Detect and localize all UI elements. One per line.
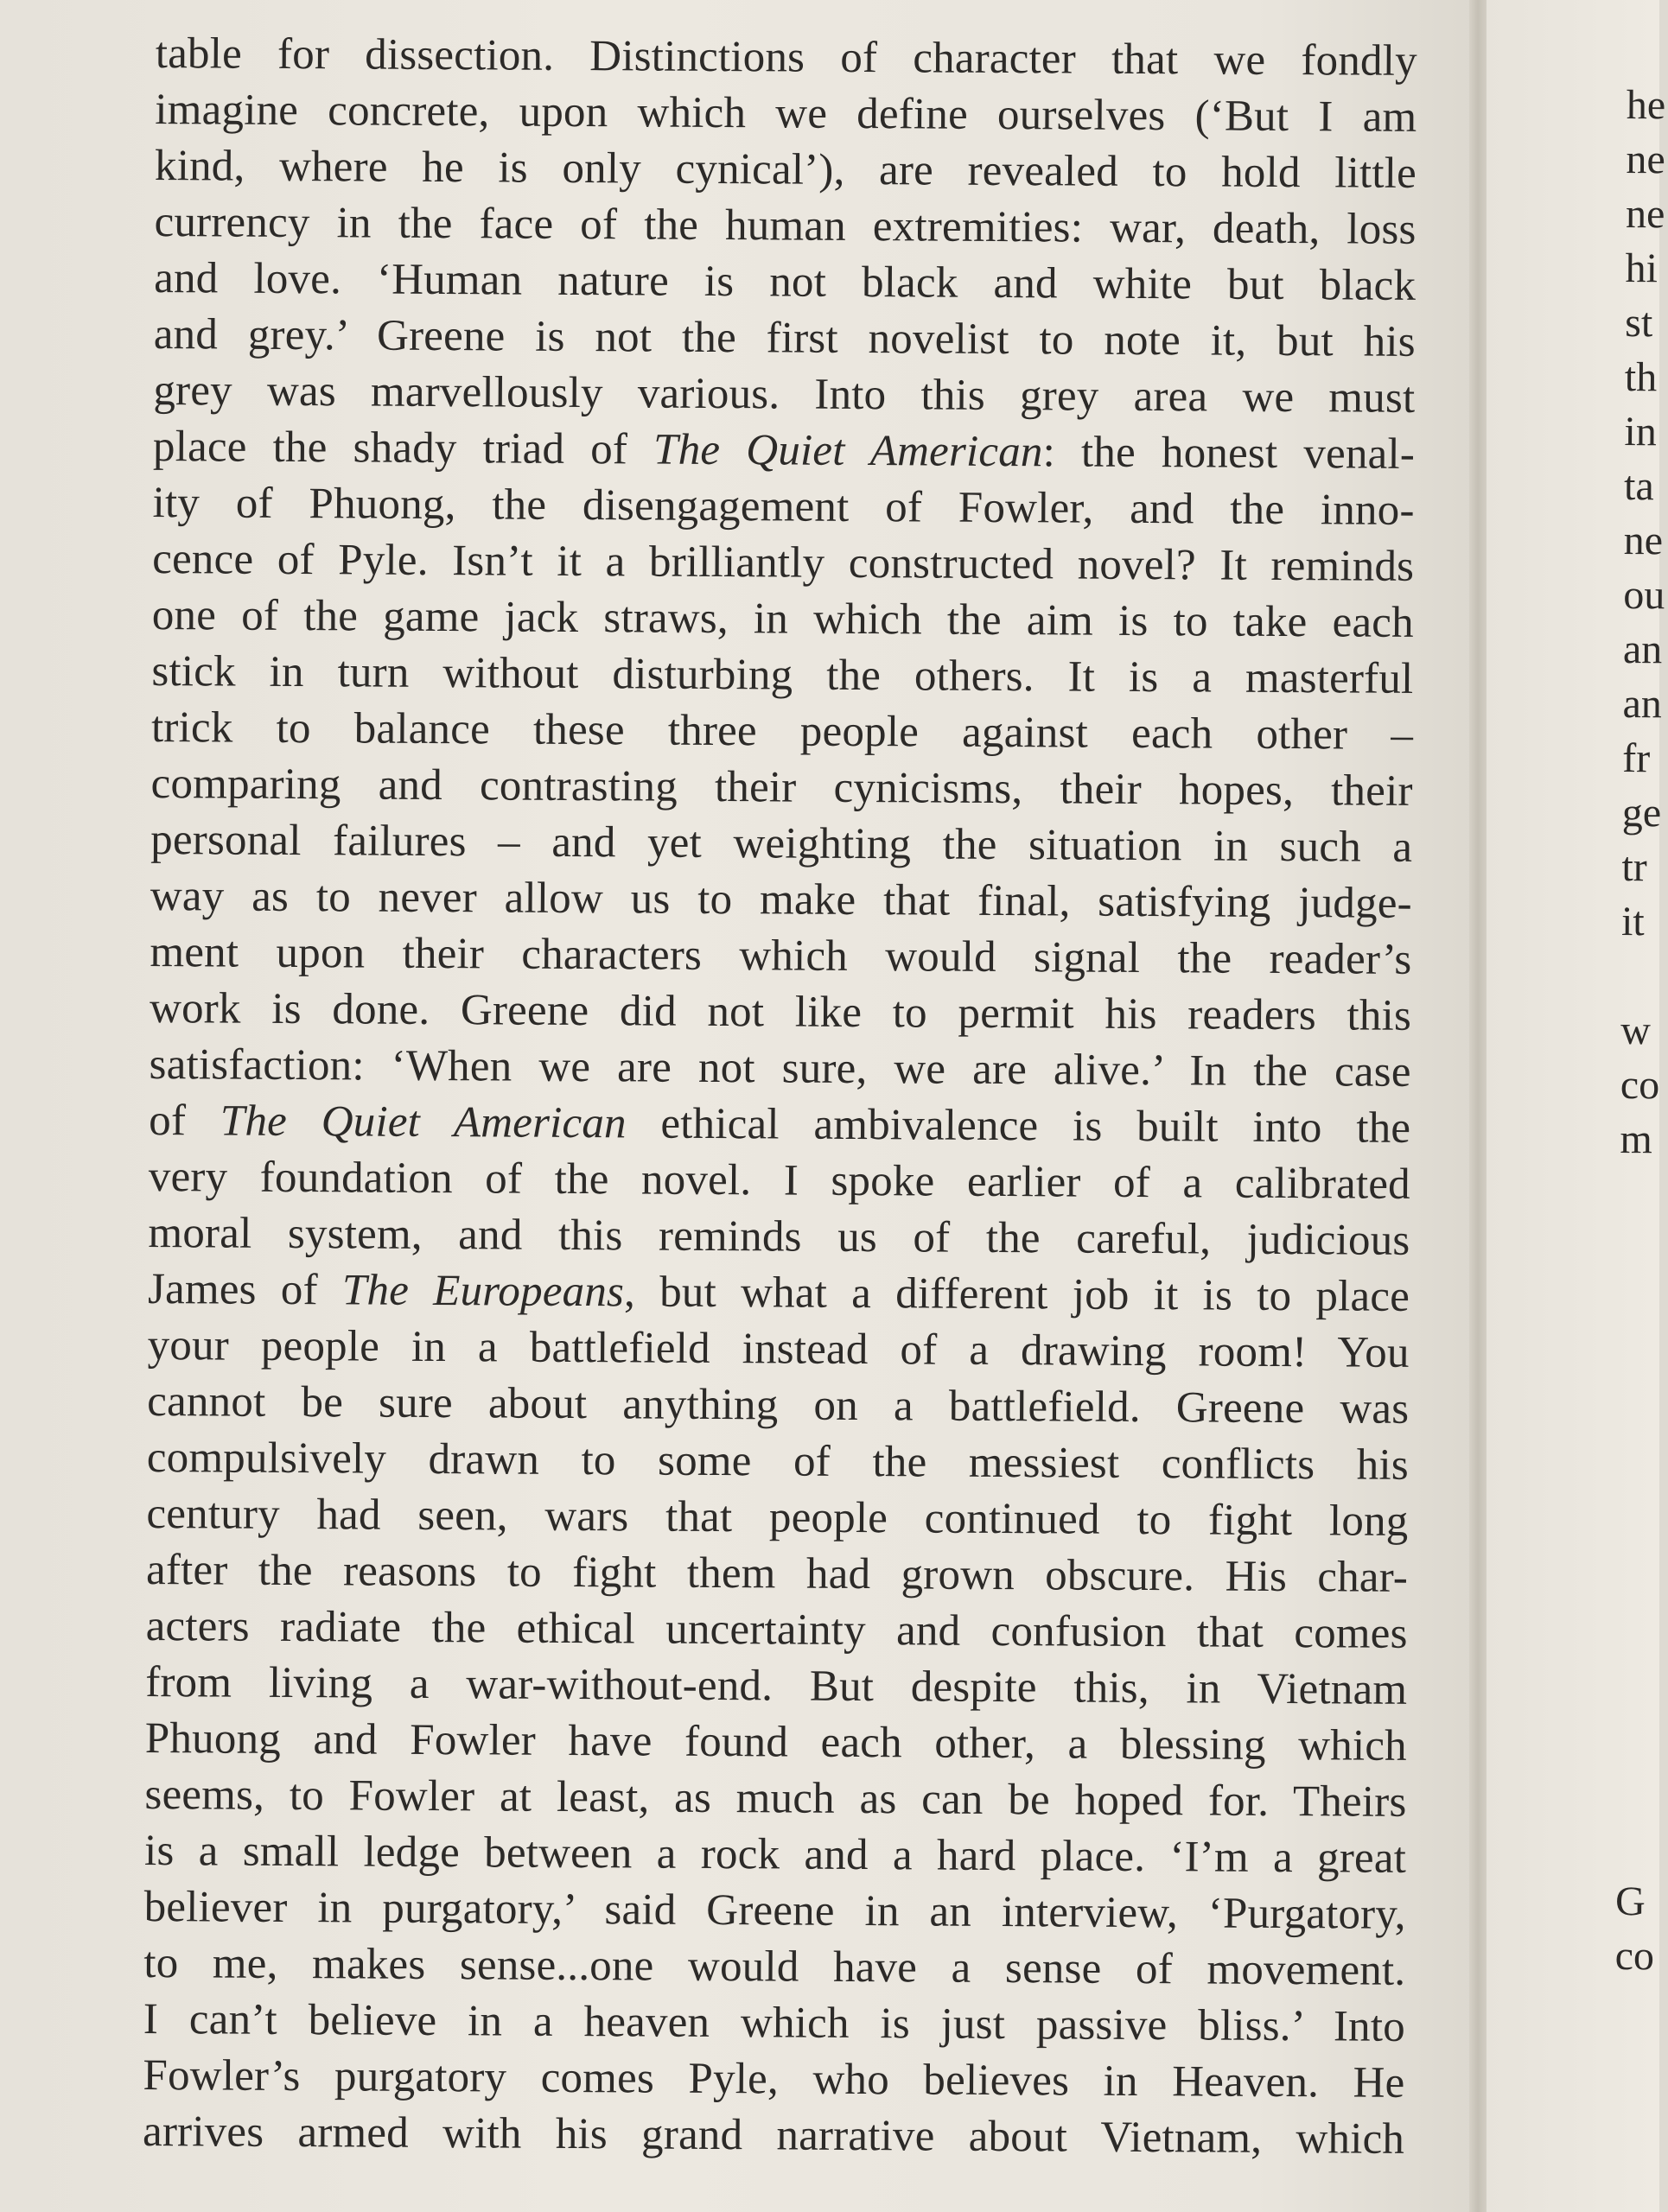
text-fragment	[1616, 1765, 1651, 1820]
text-line: believer in purgatory,’ said Greene in an interview, ‘Purgatory,	[143, 1882, 1406, 1939]
text-line: table for dissection. Distinctions of character that we fondly	[155, 29, 1417, 86]
text-line: kind, where he is only cynical’), are revealed to hold little	[154, 141, 1417, 198]
text-line: and grey.’ Greene is not the first novelist to note it, but his	[153, 309, 1416, 366]
line-segment: : the honest venal-	[1042, 428, 1416, 479]
text-fragment	[1620, 1166, 1654, 1221]
text-fragment: he	[1626, 81, 1666, 129]
text-line: grey was marvellously various. Into this grey area we must	[153, 365, 1416, 423]
text-fragment	[1618, 1493, 1652, 1548]
book-title: The Quiet American	[220, 1096, 627, 1148]
text-line: trick to balance these three people against each other –	[150, 702, 1414, 760]
text-line: very foundation of the novel. I spoke earlier of a calibrated	[148, 1152, 1411, 1209]
line-segment: , but what a different job it is to place	[623, 1268, 1410, 1321]
line-segment: of	[149, 1096, 221, 1146]
text-fragment	[1616, 1656, 1651, 1711]
text-fragment: fr	[1622, 734, 1651, 782]
text-line: I can’t believe in a heaven which is just passive bliss.’ Into	[143, 1994, 1406, 2051]
text-line: work is done. Greene did not like to permit his readers this	[149, 983, 1412, 1040]
text-line	[153, 419, 1415, 483]
text-fragment	[1618, 1384, 1652, 1439]
text-fragment: an	[1622, 680, 1663, 728]
text-fragment: in	[1624, 408, 1658, 455]
text-line: acters radiate the ethical uncertainty and confusion that comes	[145, 1601, 1408, 1658]
text-fragment	[1618, 1439, 1652, 1493]
right-page	[1487, 0, 1666, 2212]
text-line: seems, to Fowler at least, as much as can be hoped for. Theirs	[144, 1770, 1407, 1827]
text-fragment	[1615, 1820, 1650, 1874]
right-page-text-fragments	[1614, 78, 1666, 1983]
text-fragment: G	[1614, 1878, 1646, 1925]
text-fragment	[1619, 1275, 1653, 1330]
text-fragment: m	[1620, 1116, 1653, 1163]
text-line: Fowler’s purgatory comes Pyle, who believes in Heaven. He	[143, 2050, 1405, 2107]
text-fragment	[1620, 1221, 1654, 1275]
line-segment: ethical ambivalence is built into the	[626, 1099, 1411, 1153]
text-fragment: hi	[1625, 245, 1658, 292]
text-line: stick in turn without disturbing the others. It is a masterful	[151, 646, 1414, 703]
text-fragment	[1619, 1330, 1653, 1384]
body-text	[143, 26, 1417, 2168]
text-line: moral system, and this reminds us of the careful, judicious	[148, 1208, 1410, 1265]
text-line: ity of Phuong, the disengagement of Fowler, and the inno-	[152, 478, 1415, 535]
text-fragment	[1620, 949, 1655, 1003]
book-title: The Europeans	[341, 1266, 625, 1317]
text-fragment: ne	[1626, 136, 1665, 183]
text-fragment: ta	[1623, 462, 1654, 510]
text-line: and love. ‘Human nature is not black and white but black	[154, 253, 1417, 310]
text-fragment: ne	[1625, 190, 1665, 238]
text-line: is a small ledge between a rock and a hard place. ‘I’m a great	[143, 1826, 1407, 1883]
line-segment: James of	[147, 1264, 343, 1315]
text-line: imagine concrete, upon which we define ourselves (‘But I am	[155, 85, 1417, 142]
text-line: century had seen, wars that people continued to fight long	[146, 1489, 1409, 1546]
text-line: comparing and contrasting their cynicisms, their hopes, their	[150, 759, 1413, 816]
book-title: The Quiet American	[653, 425, 1043, 477]
text-fragment: tr	[1621, 843, 1647, 891]
text-fragment: it	[1620, 898, 1645, 945]
text-fragment: ne	[1623, 517, 1664, 564]
text-line: arrives armed with his grand narrative about Vietnam, which	[142, 2107, 1405, 2164]
text-fragment: w	[1620, 1007, 1652, 1054]
text-fragment: co	[1614, 1932, 1655, 1980]
text-line: ment upon their characters which would signal the reader’s	[150, 927, 1412, 984]
text-fragment: ge	[1621, 789, 1662, 836]
text-line: currency in the face of the human extremities: war, death, loss	[154, 197, 1417, 254]
text-line: way as to never allow us to make that final, satisfying judge-	[150, 871, 1412, 928]
text-line: compulsively drawn to some of the messiest conflicts his	[146, 1433, 1410, 1490]
text-fragment: th	[1624, 353, 1658, 401]
text-line: from living a war-without-end. But despite this, in Vietnam	[145, 1657, 1408, 1714]
text-line: one of the game jack straws, in which the aim is to take each	[151, 590, 1414, 647]
text-fragment: ou	[1623, 571, 1665, 619]
text-line: satisfaction: ‘When we are not sure, we are alive.’ In the case	[149, 1039, 1411, 1096]
text-fragment: co	[1620, 1061, 1660, 1109]
text-line: your people in a battlefield instead of a drawing room! You	[147, 1320, 1410, 1377]
text-fragment	[1617, 1548, 1652, 1602]
text-line: to me, makes sense...one would have a sense of movement.	[143, 1938, 1406, 1995]
text-fragment	[1617, 1602, 1652, 1656]
text-fragment: an	[1622, 626, 1663, 673]
text-line: personal failures – and yet weighting the situation in such a	[150, 815, 1413, 872]
text-line: Phuong and Fowler have found each other, a blessing which	[144, 1713, 1408, 1770]
text-fragment: st	[1625, 299, 1653, 346]
text-line: cannot be sure about anything on a battlefield. Greene was	[147, 1376, 1410, 1433]
book-gutter	[1469, 0, 1487, 2212]
text-line: after the reasons to fight them had grown obscure. His char-	[145, 1545, 1409, 1602]
text-fragment	[1616, 1711, 1651, 1765]
text-line	[148, 1262, 1410, 1325]
text-line	[149, 1093, 1410, 1157]
line-segment: place the shady triad of	[152, 422, 654, 474]
text-line: cence of Pyle. Isn’t it a brilliantly constructed novel? It reminds	[152, 534, 1415, 591]
